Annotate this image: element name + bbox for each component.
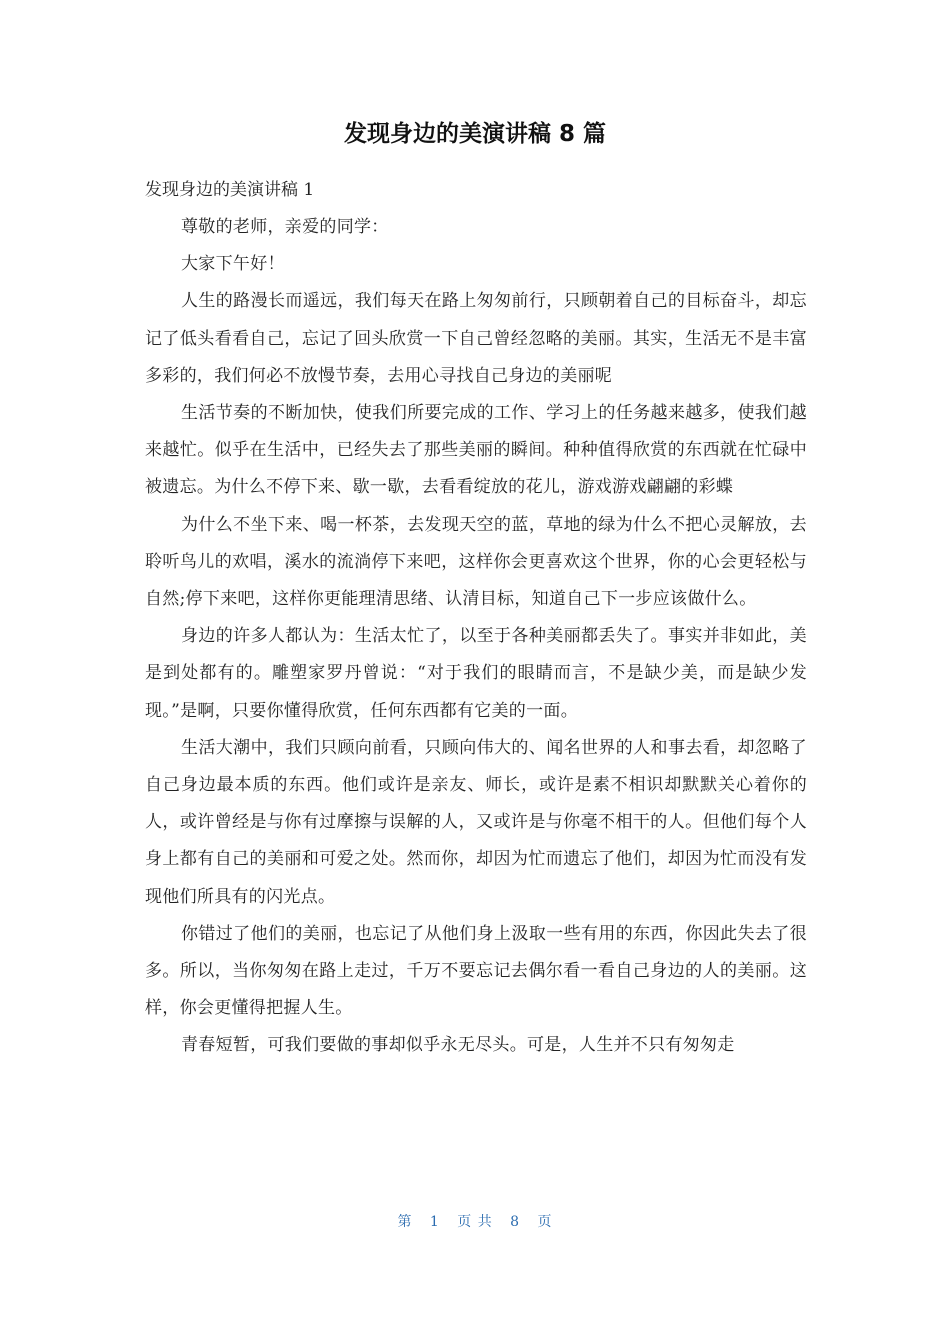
footer-total-pages: 8 xyxy=(510,1214,521,1230)
paragraph: 青春短暂，可我们要做的事却似乎永无尽头。可是，人生并不只有匆匆走 xyxy=(181,1035,735,1056)
paragraph: 你错过了他们的美丽，也忘记了从他们身上汲取一些有用的东西，你因此失去了很多。所以，当你匆匆在路上走过，千万不要忘记去偶尔看一看自己身边的人的美丽。这样，你会更懂得把握人生。 xyxy=(145,923,807,1019)
footer-page-suffix: 页 xyxy=(537,1214,553,1230)
footer-page-label: 第 xyxy=(397,1214,413,1230)
paragraph-greeting: 尊敬的老师，亲爱的同学： xyxy=(181,217,389,237)
paragraph: 生活节奏的不断加快，使我们所要完成的工作、学习上的任务越来越多，使我们越来越忙。似乎在生活中，已经失去了那些美丽的瞬间。种种值得欣赏的东西就在忙碌中被遗忘。为什么不停下来、歇一歇，去看看绽放的花儿，游戏游戏翩翩的彩蝶 xyxy=(145,403,807,498)
paragraph-salutation: 大家下午好！ xyxy=(181,254,285,275)
document-body xyxy=(145,172,807,1065)
document-title: 发现身边的美演讲稿 8 篇 xyxy=(343,121,607,147)
page-footer xyxy=(0,1212,950,1232)
footer-page-number: 1 xyxy=(429,1214,440,1230)
paragraph: 为什么不坐下来、喝一杯茶，去发现天空的蓝，草地的绿为什么不把心灵解放，去聆听鸟儿的欢唱，溪水的流淌停下来吧，这样你会更喜欢这个世界，你的心会更轻松与自然;停下来吧，这样你更能理清思绪、认清目标，知道自己下一步应该做什么。 xyxy=(145,514,807,610)
footer-page-of-label: 页 共 xyxy=(457,1214,493,1230)
paragraph: 生活大潮中，我们只顾向前看，只顾向伟大的、闻名世界的人和事去看，却忽略了自己身边最本质的东西。他们或许是亲友、师长，或许是素不相识却默默关心着你的人，或许曾经是与你有过摩擦与误解的人，又或许是与你毫不相干的人。但他们每个人身上都有自己的美丽和可爱之处。然而你，却因为忙而遗忘了他们，却因为忙而没有发现他们所具有的闪光点。 xyxy=(145,737,807,907)
paragraph: 身边的许多人都认为：生活太忙了，以至于各种美丽都丢失了。事实并非如此，美是到处都有的。雕塑家罗丹曾说：“对于我们的眼睛而言，不是缺少美，而是缺少发现。”是啊，只要你懂得欣赏，任何东西都有它美的一面。 xyxy=(145,626,807,721)
section-title: 发现身边的美演讲稿 1 xyxy=(145,180,315,200)
paragraph: 人生的路漫长而遥远，我们每天在路上匆匆前行，只顾朝着自己的目标奋斗，却忘记了低头看看自己，忘记了回头欣赏一下自己曾经忽略的美丽。其实，生活无不是丰富多彩的，我们何必不放慢节奏，去用心寻找自己身边的美丽呢 xyxy=(145,291,807,386)
